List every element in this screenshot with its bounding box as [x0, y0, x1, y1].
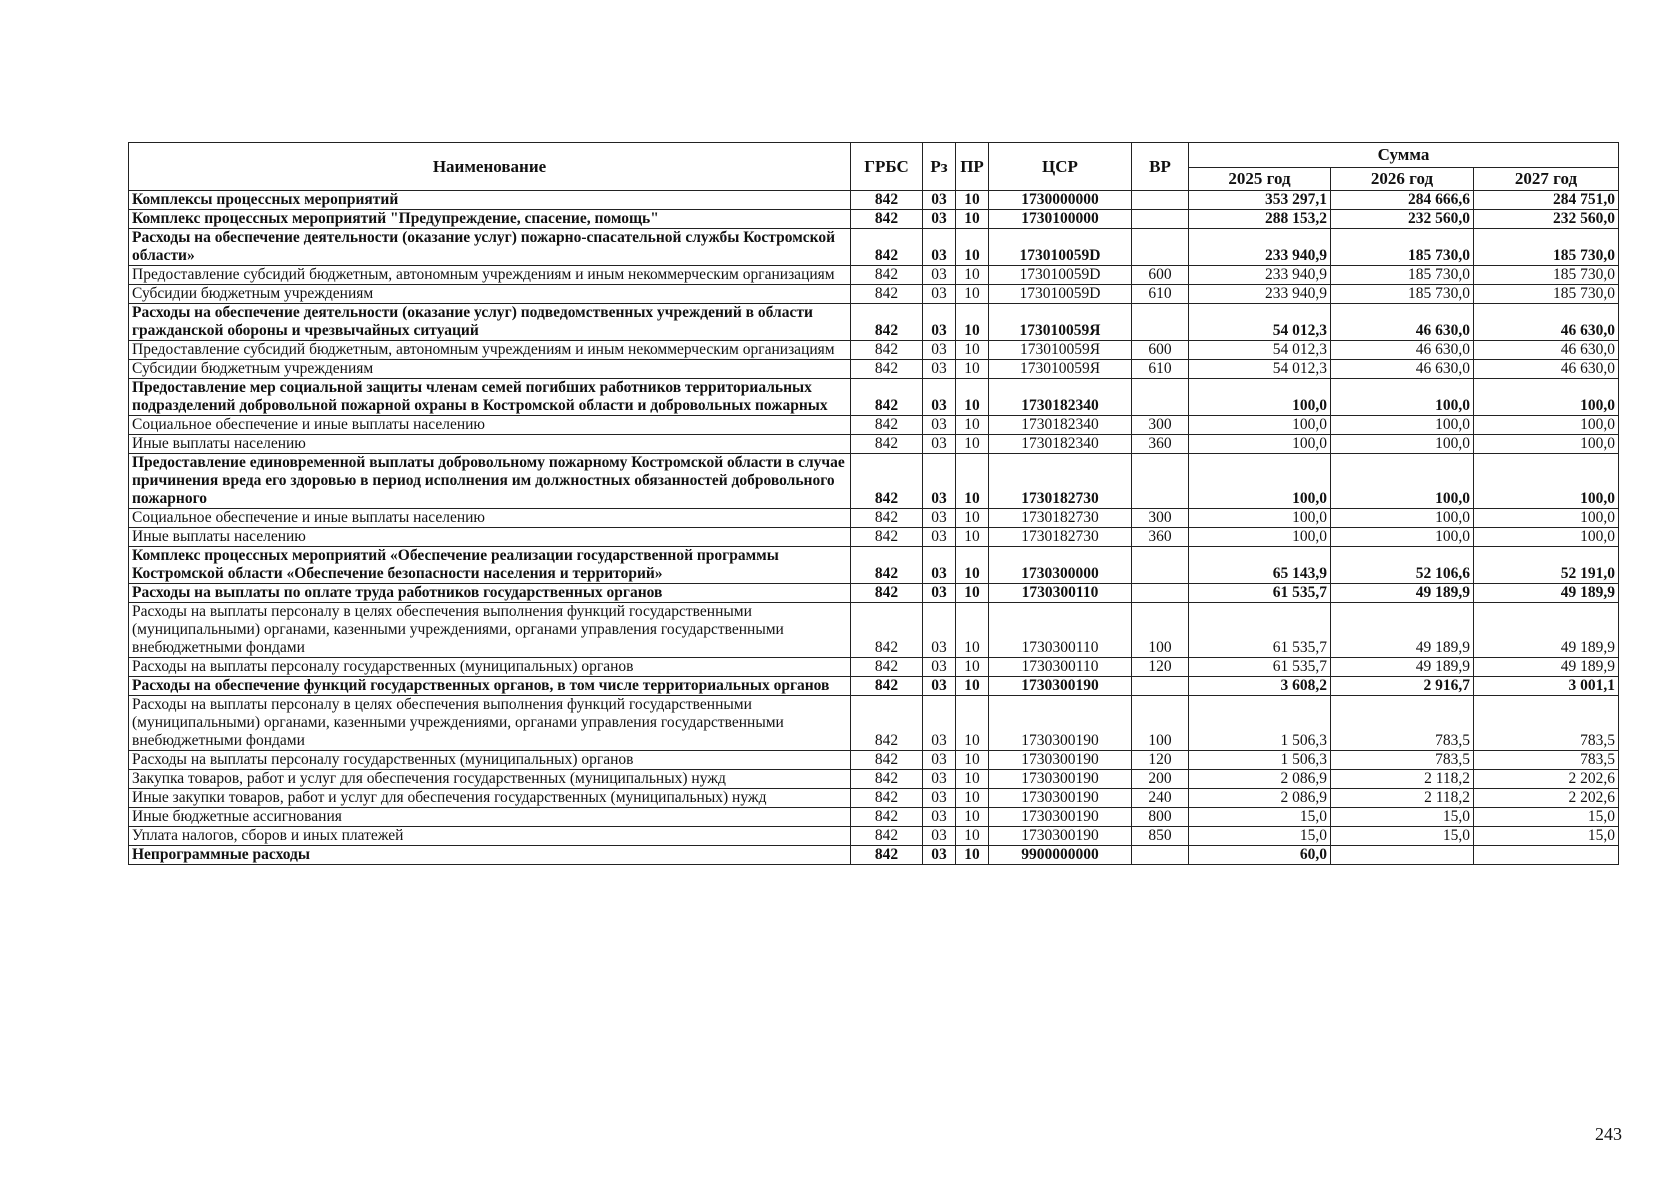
cell-csr: 1730182340 — [989, 435, 1132, 454]
table-body — [129, 191, 1619, 865]
cell-rz: 03 — [923, 285, 956, 304]
cell-csr: 1730300190 — [989, 677, 1132, 696]
cell-pr: 10 — [956, 454, 989, 509]
cell-name: Комплекс процессных мероприятий "Предупреждение, спасение, помощь" — [129, 210, 851, 229]
cell-rz: 03 — [923, 603, 956, 658]
cell-amount-2026: 232 560,0 — [1331, 210, 1474, 229]
cell-amount-2026: 49 189,9 — [1331, 584, 1474, 603]
cell-amount-2025: 61 535,7 — [1189, 584, 1331, 603]
cell-amount-2027: 3 001,1 — [1474, 677, 1619, 696]
cell-vr — [1132, 846, 1189, 865]
cell-pr: 10 — [956, 808, 989, 827]
cell-rz: 03 — [923, 677, 956, 696]
table-row — [129, 789, 1619, 808]
cell-vr: 360 — [1132, 435, 1189, 454]
cell-amount-2025: 100,0 — [1189, 435, 1331, 454]
cell-csr: 1730300190 — [989, 808, 1132, 827]
cell-rz: 03 — [923, 846, 956, 865]
cell-vr — [1132, 229, 1189, 266]
cell-name: Предоставление субсидий бюджетным, автономным учреждениям и иным некоммерческим организациям — [129, 266, 851, 285]
cell-csr: 173010059D — [989, 229, 1132, 266]
cell-name: Социальное обеспечение и иные выплаты населению — [129, 416, 851, 435]
table-row — [129, 360, 1619, 379]
cell-pr: 10 — [956, 584, 989, 603]
cell-amount-2026: 185 730,0 — [1331, 229, 1474, 266]
cell-grbs: 842 — [851, 360, 923, 379]
cell-name: Иные бюджетные ассигнования — [129, 808, 851, 827]
cell-name: Комплексы процессных мероприятий — [129, 191, 851, 210]
cell-vr: 800 — [1132, 808, 1189, 827]
cell-rz: 03 — [923, 584, 956, 603]
cell-csr: 1730300000 — [989, 547, 1132, 584]
cell-rz: 03 — [923, 379, 956, 416]
cell-amount-2025: 3 608,2 — [1189, 677, 1331, 696]
cell-csr: 1730300190 — [989, 751, 1132, 770]
cell-name: Расходы на обеспечение деятельности (оказание услуг) подведомственных учреждений в области гражданской обороны и чрезвычайных ситуаций — [129, 304, 851, 341]
cell-amount-2026: 100,0 — [1331, 379, 1474, 416]
cell-amount-2027 — [1474, 846, 1619, 865]
cell-csr: 1730182730 — [989, 454, 1132, 509]
cell-amount-2025: 233 940,9 — [1189, 266, 1331, 285]
table-row — [129, 454, 1619, 509]
cell-amount-2027: 49 189,9 — [1474, 658, 1619, 677]
cell-amount-2027: 49 189,9 — [1474, 603, 1619, 658]
cell-grbs: 842 — [851, 677, 923, 696]
cell-rz: 03 — [923, 751, 956, 770]
cell-pr: 10 — [956, 285, 989, 304]
table-row — [129, 808, 1619, 827]
cell-pr: 10 — [956, 435, 989, 454]
cell-amount-2026: 49 189,9 — [1331, 603, 1474, 658]
cell-grbs: 842 — [851, 584, 923, 603]
cell-vr: 300 — [1132, 509, 1189, 528]
cell-amount-2026: 100,0 — [1331, 454, 1474, 509]
cell-amount-2025: 54 012,3 — [1189, 304, 1331, 341]
table-row — [129, 435, 1619, 454]
cell-amount-2027: 185 730,0 — [1474, 266, 1619, 285]
cell-pr: 10 — [956, 658, 989, 677]
cell-pr: 10 — [956, 379, 989, 416]
cell-amount-2025: 61 535,7 — [1189, 603, 1331, 658]
cell-amount-2026: 185 730,0 — [1331, 266, 1474, 285]
cell-name: Предоставление мер социальной защиты членам семей погибших работников территориальных подразделений добровольной пожарной охраны в Костромской области и добровольных пожарных — [129, 379, 851, 416]
cell-amount-2027: 46 630,0 — [1474, 341, 1619, 360]
cell-name: Иные закупки товаров, работ и услуг для обеспечения государственных (муниципальных) нужд — [129, 789, 851, 808]
table-row — [129, 191, 1619, 210]
header-year-2026: 2026 год — [1331, 168, 1474, 191]
header-pr: ПР — [956, 143, 989, 191]
cell-rz: 03 — [923, 435, 956, 454]
cell-amount-2025: 1 506,3 — [1189, 751, 1331, 770]
cell-amount-2026: 46 630,0 — [1331, 304, 1474, 341]
cell-rz: 03 — [923, 191, 956, 210]
cell-csr: 1730182730 — [989, 509, 1132, 528]
cell-name: Расходы на выплаты персоналу в целях обеспечения выполнения функций государственными (муниципальными) органами, казенными учреждениями, органами управления государственными внебюджетными фондами — [129, 696, 851, 751]
cell-amount-2027: 100,0 — [1474, 509, 1619, 528]
cell-vr: 100 — [1132, 696, 1189, 751]
cell-amount-2027: 783,5 — [1474, 751, 1619, 770]
cell-grbs: 842 — [851, 210, 923, 229]
cell-amount-2025: 233 940,9 — [1189, 229, 1331, 266]
cell-vr — [1132, 677, 1189, 696]
cell-grbs: 842 — [851, 454, 923, 509]
cell-csr: 1730182340 — [989, 416, 1132, 435]
cell-name: Иные выплаты населению — [129, 435, 851, 454]
cell-rz: 03 — [923, 658, 956, 677]
table-row — [129, 658, 1619, 677]
cell-name: Расходы на выплаты персоналу государственных (муниципальных) органов — [129, 658, 851, 677]
cell-amount-2026: 100,0 — [1331, 416, 1474, 435]
cell-name: Закупка товаров, работ и услуг для обеспечения государственных (муниципальных) нужд — [129, 770, 851, 789]
cell-amount-2025: 60,0 — [1189, 846, 1331, 865]
cell-rz: 03 — [923, 266, 956, 285]
cell-csr: 1730300190 — [989, 770, 1132, 789]
cell-amount-2025: 100,0 — [1189, 528, 1331, 547]
cell-amount-2027: 15,0 — [1474, 827, 1619, 846]
budget-table-container — [128, 142, 1618, 865]
cell-name: Иные выплаты населению — [129, 528, 851, 547]
cell-pr: 10 — [956, 696, 989, 751]
cell-rz: 03 — [923, 360, 956, 379]
header-year-2027: 2027 год — [1474, 168, 1619, 191]
cell-pr: 10 — [956, 266, 989, 285]
cell-pr: 10 — [956, 770, 989, 789]
cell-vr — [1132, 547, 1189, 584]
cell-vr — [1132, 304, 1189, 341]
cell-rz: 03 — [923, 696, 956, 751]
cell-amount-2026: 284 666,6 — [1331, 191, 1474, 210]
cell-grbs: 842 — [851, 696, 923, 751]
cell-amount-2026: 15,0 — [1331, 808, 1474, 827]
cell-rz: 03 — [923, 789, 956, 808]
table-row — [129, 416, 1619, 435]
cell-rz: 03 — [923, 454, 956, 509]
cell-grbs: 842 — [851, 509, 923, 528]
cell-csr: 1730300190 — [989, 696, 1132, 751]
table-row — [129, 677, 1619, 696]
table-row — [129, 266, 1619, 285]
budget-table — [128, 142, 1619, 865]
cell-rz: 03 — [923, 210, 956, 229]
cell-vr: 610 — [1132, 285, 1189, 304]
cell-amount-2026: 100,0 — [1331, 435, 1474, 454]
cell-amount-2025: 61 535,7 — [1189, 658, 1331, 677]
cell-csr: 1730000000 — [989, 191, 1132, 210]
cell-amount-2027: 783,5 — [1474, 696, 1619, 751]
cell-name: Расходы на выплаты персоналу государственных (муниципальных) органов — [129, 751, 851, 770]
cell-pr: 10 — [956, 210, 989, 229]
cell-name: Предоставление субсидий бюджетным, автономным учреждениям и иным некоммерческим организациям — [129, 341, 851, 360]
cell-amount-2025: 2 086,9 — [1189, 770, 1331, 789]
cell-pr: 10 — [956, 528, 989, 547]
cell-name: Социальное обеспечение и иные выплаты населению — [129, 509, 851, 528]
table-row — [129, 304, 1619, 341]
cell-csr: 1730300110 — [989, 603, 1132, 658]
cell-grbs: 842 — [851, 547, 923, 584]
cell-amount-2026: 783,5 — [1331, 751, 1474, 770]
cell-pr: 10 — [956, 677, 989, 696]
cell-rz: 03 — [923, 770, 956, 789]
cell-grbs: 842 — [851, 191, 923, 210]
cell-pr: 10 — [956, 751, 989, 770]
cell-rz: 03 — [923, 547, 956, 584]
cell-grbs: 842 — [851, 266, 923, 285]
cell-csr: 1730300110 — [989, 658, 1132, 677]
cell-vr — [1132, 210, 1189, 229]
cell-grbs: 842 — [851, 603, 923, 658]
table-row — [129, 603, 1619, 658]
cell-amount-2027: 2 202,6 — [1474, 789, 1619, 808]
header-year-2025: 2025 год — [1189, 168, 1331, 191]
cell-amount-2025: 233 940,9 — [1189, 285, 1331, 304]
cell-vr: 100 — [1132, 603, 1189, 658]
table-row — [129, 584, 1619, 603]
cell-amount-2025: 54 012,3 — [1189, 341, 1331, 360]
cell-pr: 10 — [956, 509, 989, 528]
cell-csr: 1730182730 — [989, 528, 1132, 547]
cell-amount-2025: 100,0 — [1189, 416, 1331, 435]
table-row — [129, 528, 1619, 547]
cell-amount-2025: 65 143,9 — [1189, 547, 1331, 584]
cell-grbs: 842 — [851, 846, 923, 865]
table-row — [129, 770, 1619, 789]
cell-vr: 300 — [1132, 416, 1189, 435]
cell-amount-2025: 15,0 — [1189, 827, 1331, 846]
cell-csr: 1730300190 — [989, 789, 1132, 808]
cell-amount-2026: 46 630,0 — [1331, 341, 1474, 360]
cell-amount-2025: 15,0 — [1189, 808, 1331, 827]
cell-grbs: 842 — [851, 379, 923, 416]
cell-amount-2027: 100,0 — [1474, 528, 1619, 547]
cell-pr: 10 — [956, 191, 989, 210]
cell-amount-2025: 100,0 — [1189, 509, 1331, 528]
cell-vr — [1132, 379, 1189, 416]
cell-vr: 240 — [1132, 789, 1189, 808]
cell-grbs: 842 — [851, 827, 923, 846]
cell-grbs: 842 — [851, 285, 923, 304]
cell-amount-2026: 15,0 — [1331, 827, 1474, 846]
cell-grbs: 842 — [851, 435, 923, 454]
cell-csr: 1730182340 — [989, 379, 1132, 416]
table-row — [129, 751, 1619, 770]
cell-grbs: 842 — [851, 789, 923, 808]
cell-csr: 9900000000 — [989, 846, 1132, 865]
cell-amount-2025: 100,0 — [1189, 379, 1331, 416]
cell-amount-2026: 100,0 — [1331, 528, 1474, 547]
cell-csr: 1730300110 — [989, 584, 1132, 603]
cell-vr: 610 — [1132, 360, 1189, 379]
table-row — [129, 827, 1619, 846]
cell-amount-2027: 2 202,6 — [1474, 770, 1619, 789]
cell-grbs: 842 — [851, 808, 923, 827]
cell-rz: 03 — [923, 341, 956, 360]
cell-amount-2026: 2 118,2 — [1331, 770, 1474, 789]
cell-amount-2026: 185 730,0 — [1331, 285, 1474, 304]
cell-vr — [1132, 454, 1189, 509]
cell-name: Субсидии бюджетным учреждениям — [129, 360, 851, 379]
cell-name: Расходы на обеспечение функций государственных органов, в том числе территориальных органов — [129, 677, 851, 696]
cell-grbs: 842 — [851, 229, 923, 266]
cell-csr: 173010059D — [989, 266, 1132, 285]
cell-amount-2027: 185 730,0 — [1474, 229, 1619, 266]
cell-grbs: 842 — [851, 528, 923, 547]
table-row — [129, 846, 1619, 865]
cell-rz: 03 — [923, 304, 956, 341]
cell-rz: 03 — [923, 416, 956, 435]
cell-amount-2025: 2 086,9 — [1189, 789, 1331, 808]
cell-amount-2027: 185 730,0 — [1474, 285, 1619, 304]
cell-amount-2027: 46 630,0 — [1474, 304, 1619, 341]
cell-amount-2025: 288 153,2 — [1189, 210, 1331, 229]
table-row — [129, 210, 1619, 229]
cell-amount-2027: 46 630,0 — [1474, 360, 1619, 379]
cell-grbs: 842 — [851, 658, 923, 677]
cell-amount-2027: 284 751,0 — [1474, 191, 1619, 210]
cell-pr: 10 — [956, 603, 989, 658]
cell-pr: 10 — [956, 827, 989, 846]
header-grbs: ГРБС — [851, 143, 923, 191]
cell-amount-2026: 2 118,2 — [1331, 789, 1474, 808]
cell-vr — [1132, 191, 1189, 210]
cell-vr: 200 — [1132, 770, 1189, 789]
cell-grbs: 842 — [851, 751, 923, 770]
cell-amount-2026: 100,0 — [1331, 509, 1474, 528]
cell-vr: 120 — [1132, 658, 1189, 677]
cell-grbs: 842 — [851, 341, 923, 360]
header-name: Наименование — [129, 143, 851, 191]
cell-csr: 173010059Я — [989, 341, 1132, 360]
cell-name: Расходы на выплаты по оплате труда работников государственных органов — [129, 584, 851, 603]
cell-vr: 850 — [1132, 827, 1189, 846]
cell-pr: 10 — [956, 341, 989, 360]
cell-grbs: 842 — [851, 770, 923, 789]
cell-name: Субсидии бюджетным учреждениям — [129, 285, 851, 304]
table-row — [129, 379, 1619, 416]
cell-amount-2026: 783,5 — [1331, 696, 1474, 751]
table-row — [129, 341, 1619, 360]
table-row — [129, 696, 1619, 751]
table-row — [129, 547, 1619, 584]
cell-amount-2026: 46 630,0 — [1331, 360, 1474, 379]
cell-pr: 10 — [956, 547, 989, 584]
cell-rz: 03 — [923, 827, 956, 846]
cell-amount-2027: 100,0 — [1474, 416, 1619, 435]
cell-csr: 173010059D — [989, 285, 1132, 304]
cell-amount-2027: 49 189,9 — [1474, 584, 1619, 603]
cell-csr: 173010059Я — [989, 304, 1132, 341]
cell-csr: 173010059Я — [989, 360, 1132, 379]
cell-vr: 600 — [1132, 266, 1189, 285]
cell-rz: 03 — [923, 528, 956, 547]
cell-amount-2027: 232 560,0 — [1474, 210, 1619, 229]
cell-name: Расходы на выплаты персоналу в целях обеспечения выполнения функций государственными (муниципальными) органами, казенными учреждениями, органами управления государственными внебюджетными фондами — [129, 603, 851, 658]
page-number: 243 — [1595, 1124, 1622, 1144]
cell-grbs: 842 — [851, 304, 923, 341]
cell-pr: 10 — [956, 360, 989, 379]
cell-amount-2025: 100,0 — [1189, 454, 1331, 509]
cell-rz: 03 — [923, 808, 956, 827]
cell-name: Непрограммные расходы — [129, 846, 851, 865]
cell-rz: 03 — [923, 229, 956, 266]
cell-amount-2026: 49 189,9 — [1331, 658, 1474, 677]
header-csr: ЦСР — [989, 143, 1132, 191]
cell-pr: 10 — [956, 416, 989, 435]
cell-amount-2027: 15,0 — [1474, 808, 1619, 827]
cell-name: Расходы на обеспечение деятельности (оказание услуг) пожарно-спасательной службы Костромской области» — [129, 229, 851, 266]
header-rz: Рз — [923, 143, 956, 191]
cell-amount-2025: 353 297,1 — [1189, 191, 1331, 210]
cell-amount-2026 — [1331, 846, 1474, 865]
cell-pr: 10 — [956, 846, 989, 865]
table-row — [129, 229, 1619, 266]
cell-vr: 600 — [1132, 341, 1189, 360]
table-row — [129, 285, 1619, 304]
header-sum: Сумма — [1189, 143, 1619, 168]
cell-amount-2027: 100,0 — [1474, 435, 1619, 454]
cell-amount-2026: 52 106,6 — [1331, 547, 1474, 584]
cell-amount-2026: 2 916,7 — [1331, 677, 1474, 696]
table-row — [129, 509, 1619, 528]
cell-name: Предоставление единовременной выплаты добровольному пожарному Костромской области в случае причинения вреда его здоровью в период исполнения им должностных обязанностей добровольного пожарного — [129, 454, 851, 509]
cell-grbs: 842 — [851, 416, 923, 435]
cell-amount-2025: 54 012,3 — [1189, 360, 1331, 379]
cell-name: Комплекс процессных мероприятий «Обеспечение реализации государственной программы Костромской области «Обеспечение безопасности населения и территорий» — [129, 547, 851, 584]
cell-amount-2027: 100,0 — [1474, 454, 1619, 509]
cell-amount-2027: 52 191,0 — [1474, 547, 1619, 584]
cell-vr: 120 — [1132, 751, 1189, 770]
cell-name: Уплата налогов, сборов и иных платежей — [129, 827, 851, 846]
cell-pr: 10 — [956, 229, 989, 266]
cell-pr: 10 — [956, 789, 989, 808]
table-header-row — [129, 143, 1619, 168]
cell-pr: 10 — [956, 304, 989, 341]
header-vr: ВР — [1132, 143, 1189, 191]
cell-rz: 03 — [923, 509, 956, 528]
cell-csr: 1730300190 — [989, 827, 1132, 846]
cell-amount-2025: 1 506,3 — [1189, 696, 1331, 751]
cell-vr: 360 — [1132, 528, 1189, 547]
cell-csr: 1730100000 — [989, 210, 1132, 229]
cell-amount-2027: 100,0 — [1474, 379, 1619, 416]
cell-vr — [1132, 584, 1189, 603]
